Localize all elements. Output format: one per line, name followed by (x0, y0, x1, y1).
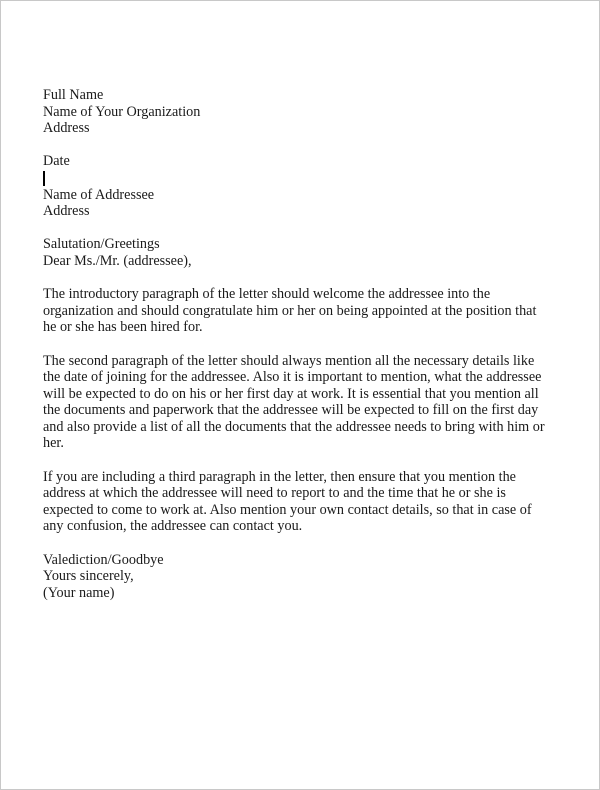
paragraph-line: her. (43, 435, 64, 452)
text-cursor (43, 171, 45, 186)
paragraph-line: and also provide a list of all the documents that the addressee needs to bring with him or (43, 418, 545, 435)
paragraph-third (43, 469, 563, 535)
paragraph-line: the documents and paperwork that the addressee will be expected to fill on the first day (43, 402, 539, 419)
addressee-block (43, 187, 563, 220)
paragraph-line: expected to come to work at. Also mention your own contact details, so that in case of (43, 501, 532, 518)
paragraph-line: The second paragraph of the letter should always mention all the necessary details like (43, 352, 535, 369)
sender-full-name: Full Name (43, 87, 104, 103)
paragraph-line: will be expected to do on his or her first day at work. It is essential that you mention all (43, 385, 539, 402)
paragraph-second (43, 353, 563, 453)
closing-label: Valediction/Goodbye (43, 551, 164, 568)
salutation-block (43, 236, 563, 269)
letter-date: Date (43, 153, 70, 170)
date-block (43, 153, 563, 170)
paragraph-line: organization and should congratulate him or her on being appointed at the position that (43, 302, 537, 319)
paragraph-line: address at which the addressee will need to report to and the time that he or she is (43, 485, 506, 502)
sender-organization: Name of Your Organization (43, 103, 201, 120)
sender-block (43, 87, 563, 137)
addressee-address: Address (43, 203, 90, 220)
paragraph-line: The introductory paragraph of the letter should welcome the addressee into the (43, 286, 491, 303)
paragraph-intro (43, 286, 563, 336)
salutation-label: Salutation/Greetings (43, 236, 160, 253)
closing-line: Yours sincerely, (43, 568, 134, 585)
paragraph-line: he or she has been hired for. (43, 319, 203, 336)
paragraph-line: the date of joining for the addressee. Also it is important to mention, what the addressee (43, 369, 542, 386)
paragraph-line: If you are including a third paragraph in the letter, then ensure that you mention the (43, 468, 516, 485)
signature-line: (Your name) (43, 584, 115, 601)
paragraph-line: any confusion, the addressee can contact you. (43, 518, 303, 535)
caret-row (43, 170, 563, 187)
sender-address: Address (43, 120, 90, 137)
addressee-name: Name of Addressee (43, 186, 155, 203)
letter-body[interactable] (43, 87, 563, 601)
closing-block (43, 552, 563, 602)
salutation-line: Dear Ms./Mr. (addressee), (43, 252, 192, 269)
